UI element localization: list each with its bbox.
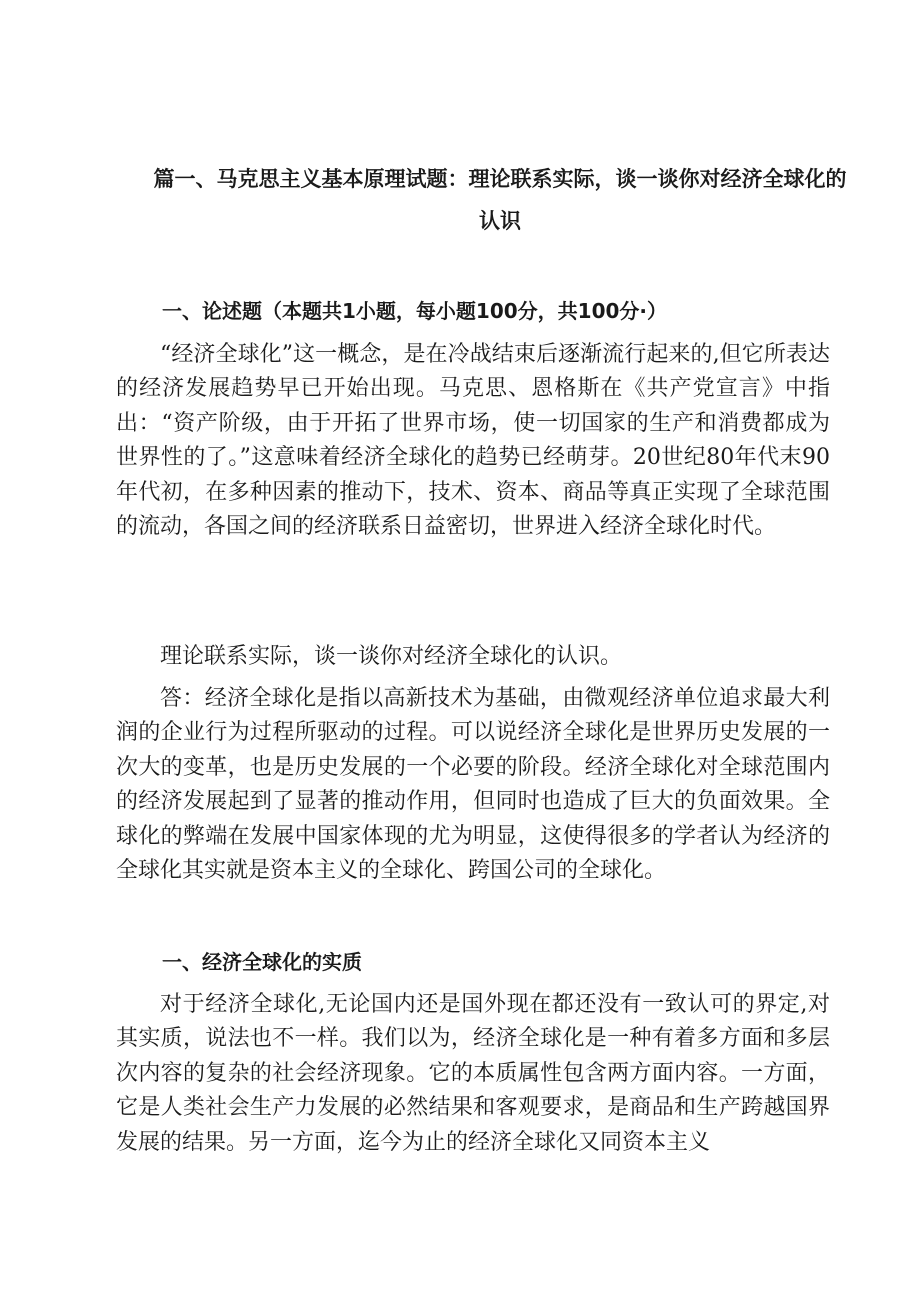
document-title: 篇一、马克思主义基本原理试题：理论联系实际，谈一谈你对经济全球化的认识 xyxy=(153,167,847,233)
paragraph-essence: 对于经济全球化,无论国内还是国外现在都还没有一致认可的界定,对其实质，说法也不一样。我们以为，经济全球化是一种有着多方面和多层次内容的复杂的社会经济现象。它的本质属性包含两方面内容。一方面，它是人类社会生产力发展的必然结果和客观要求，是商品和生产跨越国界发展的结果。另一方面，迄今为止的经济全球化又同资本主义 xyxy=(116,992,830,1155)
paragraph-answer: 答：经济全球化是指以高新技术为基础，由微观经济单位追求最大利润的企业行为过程所驱动的过程。可以说经济全球化是世界历史发展的一次大的变革，也是历史发展的一个必要的阶段。经济全球化对全球范围内的经济发展起到了显著的推动作用，但同时也造成了巨大的负面效果。全球化的弊端在发展中国家体现的尤为明显，这使得很多的学者认为经济的全球化其实就是资本主义的全球化、跨国公司的全球化。 xyxy=(116,686,830,884)
paragraph-intro: “经济全球化”这一概念，是在冷战结束后逐渐流行起来的,但它所表达的经济发展趋势早已开始出现。马克思、恩格斯在《共产党宣言》中指出：“资产阶级，由于开拓了世界市场，使一切国家的生产和消费都成为世界性的了。”这意味着经济全球化的趋势已经萌芽。20世纪80年代末90年代初，在多种因素的推动下，技术、资本、商品等真正实现了全球范围的流动，各国之间的经济联系日益密切，世界进入经济全球化时代。 xyxy=(116,342,830,540)
section-heading-essay: 一、论述题（本题共1小题，每小题100分，共100分·） xyxy=(162,299,668,323)
paragraph-question: 理论联系实际，谈一谈你对经济全球化的认识。 xyxy=(160,644,623,669)
subsection-heading-essence: 一、经济全球化的实质 xyxy=(162,950,362,974)
